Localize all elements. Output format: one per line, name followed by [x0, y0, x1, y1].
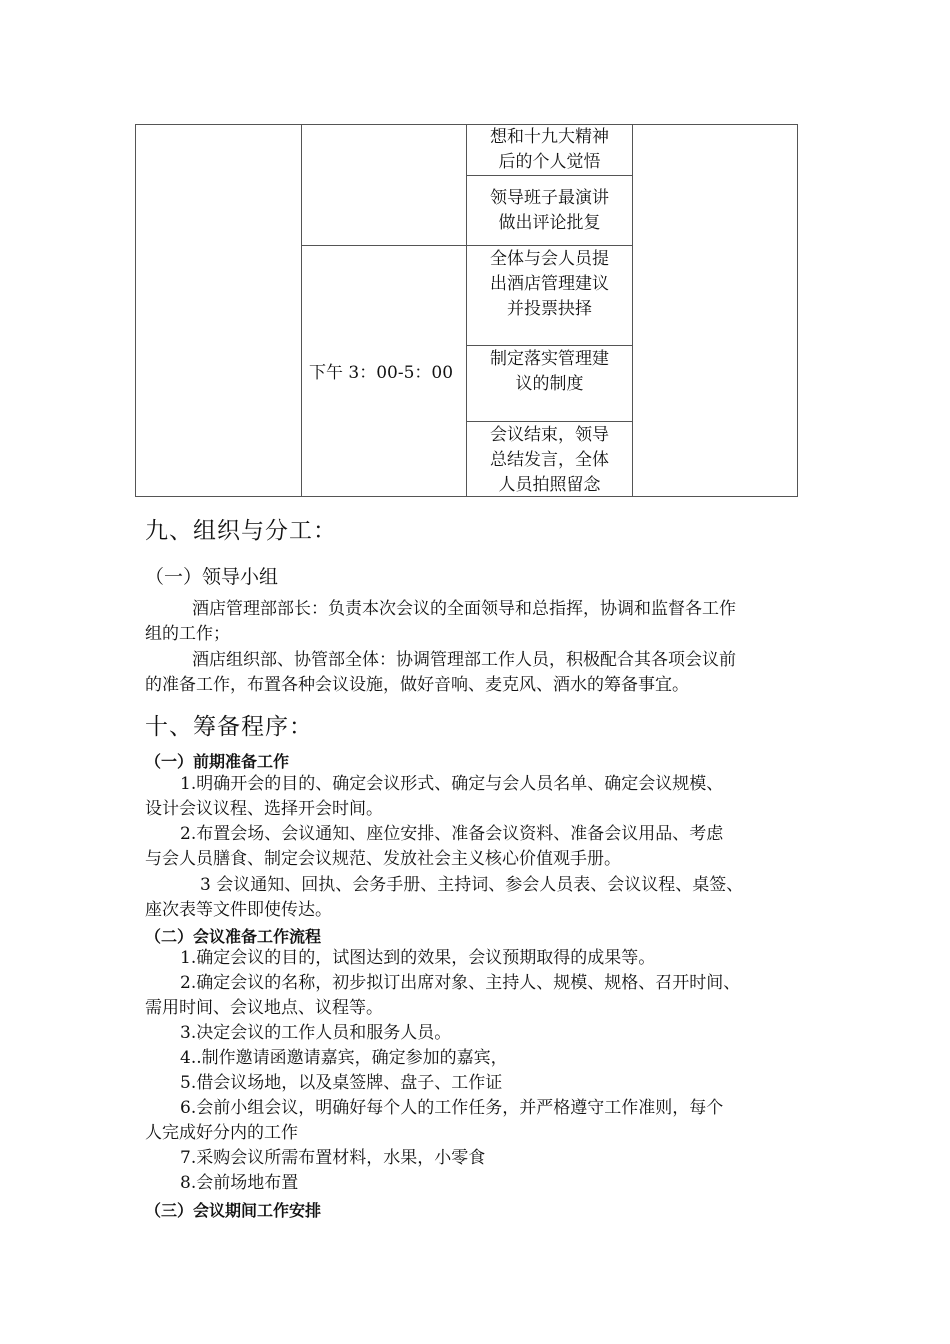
- text-line: 座次表等文件即使传达。: [145, 900, 332, 920]
- table-cell: [466, 347, 633, 397]
- text-line: 5.借会议场地，以及桌签牌、盘子、工作证: [180, 1073, 503, 1093]
- text-line: 组的工作；: [145, 624, 230, 644]
- text-line: 酒店组织部、协管部全体：协调管理部工作人员，积极配合其各项会议前: [192, 650, 736, 670]
- cell-line: 总结发言，全体: [490, 450, 609, 470]
- text-line: 需用时间、会议地点、议程等。: [145, 998, 383, 1018]
- list-item: [145, 822, 723, 872]
- text-line: 3 会议通知、回执、会务手册、主持词、参会人员表、会议议程、桌签、: [200, 875, 744, 895]
- section-heading-9: 九、组织与分工：: [145, 518, 337, 544]
- cell-line: 做出评论批复: [498, 213, 601, 233]
- table-border-left: [135, 124, 136, 497]
- text-line: 2.确定会议的名称，初步拟订出席对象、主持人、规模、规格、召开时间、: [180, 973, 741, 993]
- cell-line: 并投票抉择: [507, 299, 592, 319]
- cell-line: 后的个人觉悟: [498, 152, 601, 172]
- cell-line: 全体与会人员提: [490, 249, 609, 269]
- table-row-divider: [466, 345, 633, 346]
- text-line: 酒店管理部部长：负责本次会议的全面领导和总指挥，协调和监督各工作: [192, 599, 736, 619]
- schedule-table: [135, 124, 798, 497]
- paragraph: [145, 648, 736, 698]
- table-cell: [466, 247, 633, 322]
- list-item: [145, 873, 743, 923]
- cell-line: 领导班子最演讲: [490, 188, 609, 208]
- list-item: [180, 1021, 451, 1046]
- text-line: 8.会前场地布置: [180, 1173, 299, 1193]
- text-line: 人完成好分内的工作: [145, 1123, 298, 1143]
- paragraph: [145, 597, 736, 647]
- text-line: 3.决定会议的工作人员和服务人员。: [180, 1023, 452, 1043]
- table-border-right: [797, 124, 798, 497]
- text-line: 1.确定会议的目的，试图达到的效果，会议预期取得的成果等。: [180, 948, 656, 968]
- cell-line: 想和十九大精神: [490, 127, 609, 147]
- subsection-heading: （三）会议期间工作安排: [145, 1201, 322, 1220]
- list-item: [145, 971, 740, 1021]
- text-line: 2.布置会场、会议通知、座位安排、准备会议资料、准备会议用品、考虑: [180, 824, 724, 844]
- list-item: [180, 1171, 298, 1196]
- list-item: [180, 1146, 485, 1171]
- cell-line: 人员拍照留念: [498, 475, 601, 495]
- cell-line: 会议结束，领导: [490, 425, 609, 445]
- list-item: [180, 1046, 508, 1071]
- table-cell: [466, 423, 633, 498]
- text-line: 1.明确开会的目的、确定会议形式、确定与会人员名单、确定会议规模、: [180, 774, 724, 794]
- list-item: [145, 1096, 723, 1146]
- table-col-divider-1: [301, 124, 302, 497]
- text-line: 设计会议议程、选择开会时间。: [145, 799, 383, 819]
- cell-line: 制定落实管理建: [490, 349, 609, 369]
- list-item: [145, 772, 723, 822]
- list-item: [180, 946, 655, 971]
- text-line: 7.采购会议所需布置材料，水果，小零食: [180, 1148, 486, 1168]
- subsection-heading: （二）会议准备工作流程: [145, 927, 322, 946]
- table-row-divider: [466, 175, 633, 176]
- table-row-divider: [301, 245, 633, 246]
- cell-line: 议的制度: [515, 374, 584, 394]
- section-heading-10: 十、筹备程序：: [145, 714, 313, 740]
- text-line: 与会人员膳食、制定会议规范、发放社会主义核心价值观手册。: [145, 849, 621, 869]
- subsection-heading: （一）前期准备工作: [145, 752, 290, 771]
- afternoon-time-cell: 下午 3：00-5：00: [309, 363, 454, 383]
- text-line: 6.会前小组会议，明确好每个人的工作任务，并严格遵守工作准则，每个: [180, 1098, 724, 1118]
- list-item: [180, 1071, 502, 1096]
- subsection-heading: （一）领导小组: [145, 566, 279, 588]
- table-row-divider: [466, 421, 633, 422]
- cell-line: 出酒店管理建议: [490, 274, 609, 294]
- text-line: 4..制作邀请函邀请嘉宾，确定参加的嘉宾，: [180, 1048, 508, 1068]
- table-cell: [466, 125, 633, 175]
- text-line: 的准备工作，布置各种会议设施，做好音响、麦克风、酒水的筹备事宜。: [145, 675, 689, 695]
- table-cell: [466, 186, 633, 236]
